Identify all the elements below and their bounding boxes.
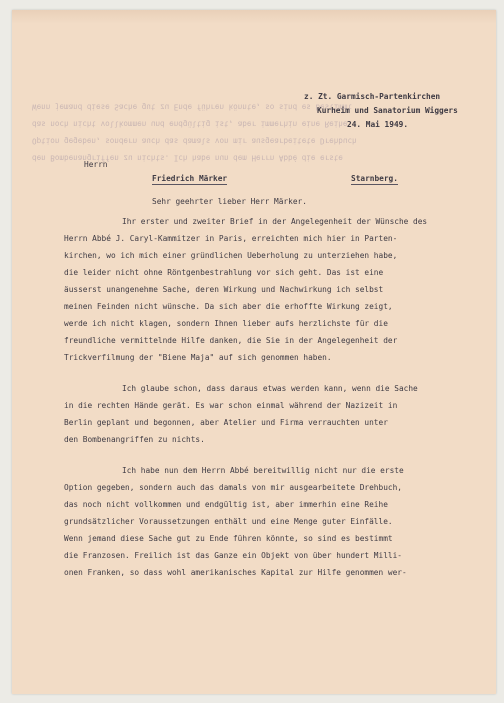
- salutation: Sehr geehrter lieber Herr Märker.: [152, 197, 307, 206]
- body-line: äusserst unangenehme Sache, deren Wirkung und Nachwirkung ich selbst: [64, 285, 384, 294]
- body-line: Trickverfilmung der "Biene Maja" auf sich genommen haben.: [64, 353, 332, 362]
- body-line: werde ich nicht klagen, sondern Ihnen lieber aufs herzlichste für die: [64, 319, 388, 328]
- body-line: freundliche vermittelnde Hilfe danken, die Sie in der Angelegenheit der: [64, 336, 398, 345]
- body-line: Ich habe nun dem Herrn Abbé bereitwillig nicht nur die erste: [122, 466, 404, 475]
- bleed-line: Wenn jemand diese Sache gut zu Ende führen könnte, so sind es bestimmt: [32, 102, 353, 112]
- body-line: Berlin geplant und begonnen, aber Atelier und Firma verrauchten unter: [64, 418, 388, 427]
- recipient-prefix: Herrn: [84, 160, 108, 169]
- header-sanatorium: Kurheim und Sanatorium Wiggers: [317, 106, 458, 115]
- recipient-city: [351, 174, 398, 183]
- body-line: kirchen, wo ich mich einer gründlichen Ueberholung zu unterziehen habe,: [64, 251, 398, 260]
- body-line: Herrn Abbé J. Caryl-Kammitzer in Paris, erreichten mich hier in Parten-: [64, 234, 398, 243]
- bleed-line: Option gegeben, sondern auch das damals von mir ausgearbeitete Drehbuch: [32, 136, 357, 146]
- body-line: Ihr erster und zweiter Brief in der Angelegenheit der Wünsche des: [122, 217, 428, 226]
- body-line: das noch nicht vollkommen und endgültig ist, aber immerhin eine Reihe: [64, 500, 388, 509]
- recipient-name-text: Friedrich Märker: [152, 174, 228, 183]
- body-line: Option gegeben, sondern auch das damals von mir ausgearbeitete Drehbuch,: [64, 483, 402, 492]
- header-location: z. Zt. Garmisch-Partenkirchen: [304, 92, 441, 101]
- body-line: onen Franken, so dass wohl amerikanisches Kapital zur Hilfe genommen wer-: [64, 568, 407, 577]
- body-line: Ich glaube schon, dass daraus etwas werden kann, wenn die Sache: [122, 384, 418, 393]
- body-line: meinen Feinden nicht wünsche. Da sich aber die erhoffte Wirkung zeigt,: [64, 302, 393, 311]
- bleed-line: den Bombenangriffen zu nichts. Ich habe nun dem Herrn Abbé die erste: [32, 153, 343, 163]
- body-line: in die rechten Hände gerät. Es war schon einmal während der Nazizeit in: [64, 401, 398, 410]
- recipient-city-text: Starnberg.: [351, 174, 398, 183]
- body-line: die Franzosen. Freilich ist das Ganze ein Objekt von über hundert Milli-: [64, 551, 402, 560]
- body-line: die leider nicht ohne Röntgenbestrahlung vor sich geht. Das ist eine: [64, 268, 384, 277]
- bleed-line: das noch nicht vollkommen und endgültig ist, aber immerhin eine Reihe: [32, 119, 348, 129]
- letter-text: [12, 10, 496, 694]
- letter-sheet: [12, 10, 496, 694]
- body-line: grundsätzlicher Voraussetzungen enthält und eine Menge guter Einfälle.: [64, 517, 393, 526]
- body-line: den Bombenangriffen zu nichts.: [64, 435, 205, 444]
- recipient-name: [152, 174, 227, 183]
- body-line: Wenn jemand diese Sache gut zu Ende führen könnte, so sind es bestimmt: [64, 534, 393, 543]
- header-date: 24. Mai 1949.: [347, 120, 409, 129]
